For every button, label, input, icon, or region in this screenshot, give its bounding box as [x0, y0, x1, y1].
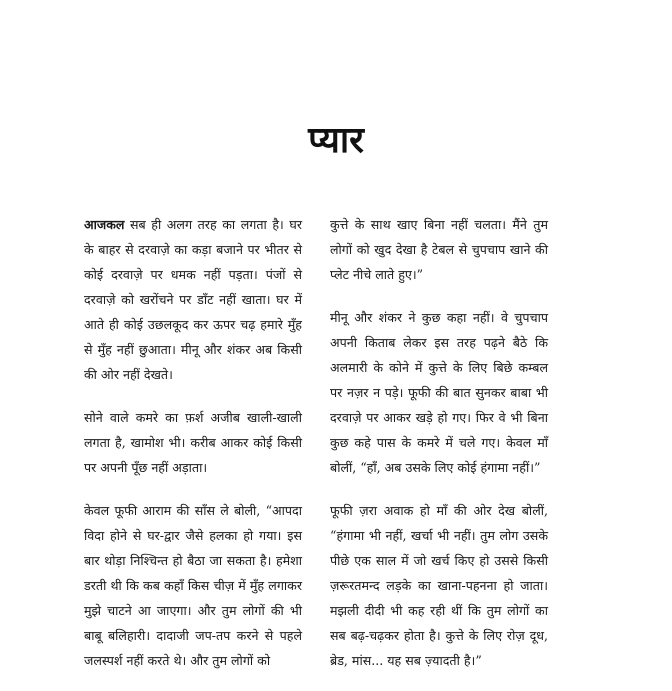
paragraph: केवल फूफी आराम की साँस ले बोली, “आपदा विदा होने से घर-द्वार जैसे हलका हो गया। इस बार थोड़ा निश्चिन्त हो बैठा जा सकता है। हमेशा डरती थी कि कब कहाँ किस चीज़ में मुँह लगाकर मुझे चाटने आ जाएगा। और तुम लोगों की भी बाबू बलिहारी। दादाजी जप-तप करने से पहले जलस्पर्श नहीं करते थे। और तुम लोगों को — [84, 503, 302, 668]
lead-word: आजकल — [84, 217, 125, 232]
right-column — [330, 212, 548, 691]
paragraph-text: सब ही अलग तरह का लगता है। घर के बाहर से दरवाज़े का कड़ा बजाने पर भीतर से कोई दरवाज़े पर धमक नहीं पड़ता। पंजों से दरवाज़े को खरोंचने पर डाँट नहीं खाता। घर में आते ही कोई उछलकूद कर ऊपर चढ़ हमारे मुँह से मुँह नहीं छुआता। मीनू और शंकर अब किसी की ओर नहीं देखते। — [84, 217, 302, 382]
paragraph: फूफी ज़रा अवाक हो माँ की ओर देख बोलीं, “हंगामा भी नहीं, खर्चा भी नहीं। तुम लोग उसके पीछे एक साल में जो खर्च किए हो उससे किसी ज़रूरतमन्द लड़के का खाना-पहनना हो जाता। मझली दीदी भी कह रही थीं कि तुम लोगों का सब बढ़-चढ़कर होता है। कुत्ते के लिए रोज़ दूध, ब्रेड, मांस... यह सब ज़्यादती है।” — [330, 503, 548, 668]
paragraph: कुत्ते के साथ खाए बिना नहीं चलता। मैंने तुम लोगों को खुद देखा है टेबल से चुपचाप खाने की प्लेट नीचे लाते हुए।” — [330, 217, 548, 282]
paragraph — [84, 212, 302, 387]
left-column — [84, 212, 302, 691]
paragraph: मीनू और शंकर ने कुछ कहा नहीं। वे चुपचाप अपनी किताब लेकर इस तरह पढ़ने बैठे कि अलमारी के कोने में कुत्ते के लिए बिछे कम्बल पर नज़र न पड़े। फूफी की बात सुनकर बाबा भी दरवाज़े पर आकर खड़े हो गए। फिर वे भी बिना कुछ कहे पास के कमरे में चले गए। केवल माँ बोलीं, “हाँ, अब उसके लिए कोई हंगामा नहीं।” — [330, 310, 548, 475]
page-title: प्यार — [308, 120, 364, 161]
paragraph: सोने वाले कमरे का फ़र्श अजीब खाली-खाली लगता है, खामोश भी। करीब आकर कोई किसी पर अपनी पूँछ नहीं अड़ाता। — [84, 410, 302, 475]
